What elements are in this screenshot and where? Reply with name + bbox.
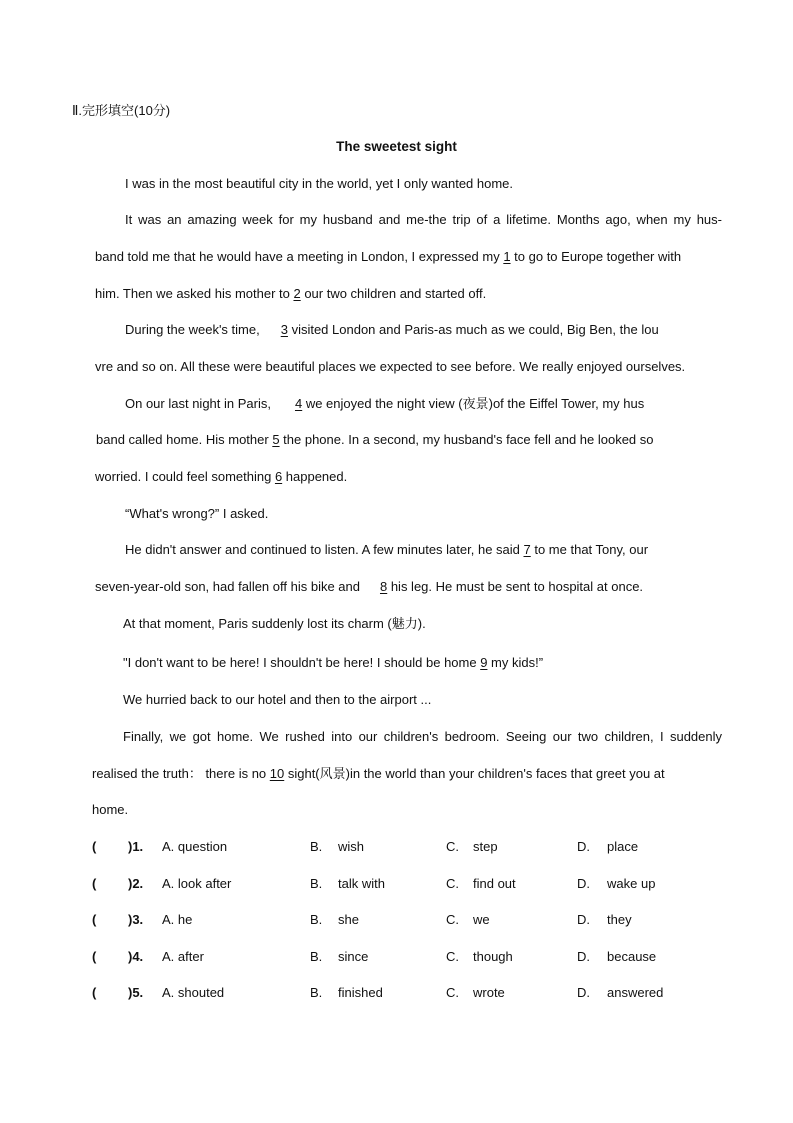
paragraph-4-line-3: worried. I could feel something 6 happened. <box>95 469 348 484</box>
option-a: A. question <box>162 839 228 854</box>
question-4 <box>0 949 793 967</box>
paragraph-10-line-1: Finally, we got home. We rushed into our children's bedroom. Seeing our two children, I suddenly <box>123 729 722 744</box>
option-c-letter: C. <box>446 876 459 891</box>
paragraph-9: We hurried back to our hotel and then to the airport ... <box>123 692 432 707</box>
paragraph-10-line-3: home. <box>92 802 129 817</box>
paragraph-2-line-3: him. Then we asked his mother to 2 our two children and started off. <box>95 286 487 301</box>
question-number: )1. <box>128 839 144 854</box>
blank-8: 8 <box>379 579 388 594</box>
option-c: though <box>473 949 513 964</box>
option-d-letter: D. <box>577 839 590 854</box>
paragraph-6-line-1: He didn't answer and continued to listen. A few minutes later, he said 7 to me that Tony, our <box>125 542 649 557</box>
answer-paren: ( <box>92 949 97 964</box>
option-c: we <box>473 912 490 927</box>
option-b: since <box>338 949 369 964</box>
question-3 <box>0 912 793 930</box>
option-c-letter: C. <box>446 949 459 964</box>
option-c: wrote <box>473 985 505 1000</box>
question-1 <box>0 839 793 857</box>
blank-4: 4 <box>294 396 303 411</box>
paragraph-5: “What's wrong?” I asked. <box>125 506 269 521</box>
answer-paren: ( <box>92 912 97 927</box>
option-a: A. look after <box>162 876 232 891</box>
paragraph-4-line-2: band called home. His mother 5 the phone. In a second, my husband's face fell and he looked so <box>96 432 654 447</box>
paragraph-7: At that moment, Paris suddenly lost its charm (魅力). <box>123 616 426 631</box>
answer-paren: ( <box>92 876 97 891</box>
answer-paren: ( <box>92 985 97 1000</box>
blank-3: 3 <box>280 322 288 337</box>
question-number: )4. <box>128 949 144 964</box>
paragraph-10-line-2: realised the truth： there is no 10 sight(风景)in the world than your children's faces that greet you at <box>92 766 665 781</box>
option-d-letter: D. <box>577 949 590 964</box>
option-c-letter: C. <box>446 839 459 854</box>
option-d-letter: D. <box>577 985 590 1000</box>
option-b-letter: B. <box>310 985 323 1000</box>
section-heading: Ⅱ.完形填空(10分) <box>72 103 171 118</box>
question-number: )5. <box>128 985 144 1000</box>
option-b-letter: B. <box>310 912 323 927</box>
paragraph-3-line-2: vre and so on. All these were beautiful places we expected to see before. We really enjoyed ourselves. <box>95 359 686 374</box>
option-c-letter: C. <box>446 985 459 1000</box>
option-d: answered <box>607 985 664 1000</box>
option-c-letter: C. <box>446 912 459 927</box>
option-b-letter: B. <box>310 949 323 964</box>
paragraph-3-line-1: During the week's time, 3 visited London and Paris-as much as we could, Big Ben, the lou <box>125 322 659 337</box>
blank-1: 1 <box>503 249 511 264</box>
option-b-letter: B. <box>310 876 323 891</box>
option-d: because <box>607 949 657 964</box>
option-a: A. he <box>162 912 193 927</box>
paragraph-4-line-1: On our last night in Paris, 4 we enjoyed the night view (夜景)of the Eiffel Tower, my hus <box>125 396 645 411</box>
question-number: )3. <box>128 912 144 927</box>
option-b-letter: B. <box>310 839 323 854</box>
option-b: she <box>338 912 359 927</box>
paragraph-8: "I don't want to be here! I shouldn't be here! I should be home 9 my kids!” <box>123 655 544 670</box>
option-d: wake up <box>607 876 656 891</box>
paragraph-2-line-2: band told me that he would have a meeting in London, I expressed my 1 to go to Europe together with <box>95 249 682 264</box>
paragraph-2-line-1: It was an amazing week for my husband and me-the trip of a lifetime. Months ago, when my hus- <box>125 212 722 227</box>
option-b: talk with <box>338 876 385 891</box>
paragraph-1: I was in the most beautiful city in the world, yet I only wanted home. <box>125 176 514 191</box>
question-number: )2. <box>128 876 144 891</box>
option-b: wish <box>338 839 365 854</box>
option-c: find out <box>473 876 516 891</box>
question-2 <box>0 876 793 894</box>
option-a: A. shouted <box>162 985 225 1000</box>
option-d: place <box>607 839 639 854</box>
paragraph-6-line-2: seven-year-old son, had fallen off his bike and 8 his leg. He must be sent to hospital at once. <box>95 579 644 594</box>
blank-9: 9 <box>480 655 488 670</box>
option-d-letter: D. <box>577 876 590 891</box>
question-5 <box>0 985 793 1003</box>
option-d: they <box>607 912 632 927</box>
blank-2: 2 <box>293 286 301 301</box>
option-d-letter: D. <box>577 912 590 927</box>
option-b: finished <box>338 985 383 1000</box>
blank-10: 10 <box>269 766 285 781</box>
blank-5: 5 <box>272 432 280 447</box>
blank-7: 7 <box>523 542 531 557</box>
option-c: step <box>473 839 498 854</box>
blank-6: 6 <box>274 469 283 484</box>
passage-title: The sweetest sight <box>336 139 457 154</box>
option-a: A. after <box>162 949 204 964</box>
answer-paren: ( <box>92 839 97 854</box>
